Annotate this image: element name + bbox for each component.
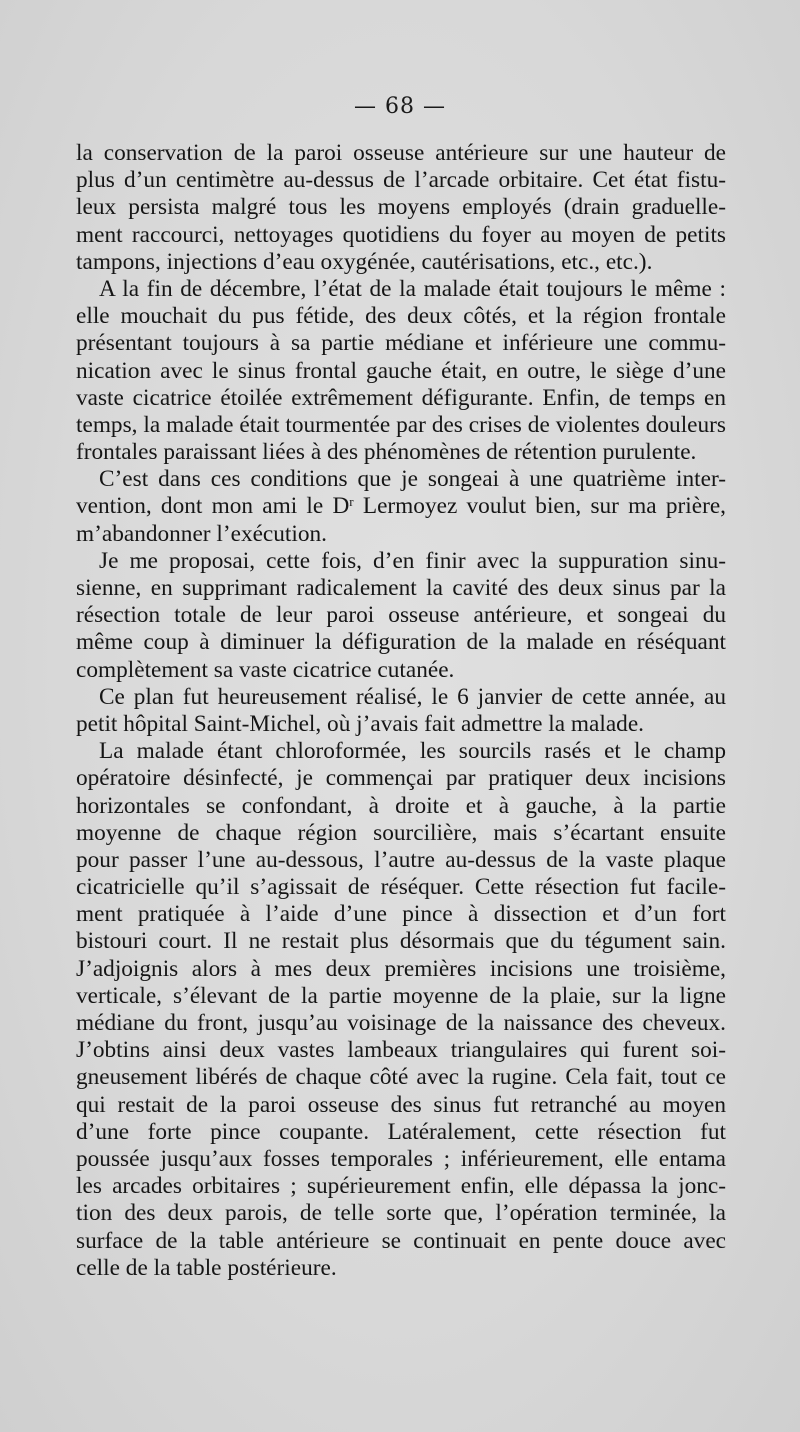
text-line: C’est dans ces conditions que je songeai à une quatrième inter- — [99, 466, 726, 493]
text-line: vaste cicatrice étoilée extrêmement défigurante. Enfin, de temps en — [76, 384, 726, 411]
text-line: médiane du front, jusqu’au voisinage de la naissance des cheveux. — [76, 1010, 726, 1036]
text-line: cicatricielle qu’il s’agissait de réséquer. Cette résection fut facile- — [76, 874, 726, 901]
page-number: — 68 — — [354, 94, 446, 119]
text-line: surface de la table antérieure se continuait en pente douce avec — [76, 1227, 726, 1254]
text-line: nication avec le sinus frontal gauche était, en outre, le siège d’une — [76, 357, 726, 384]
text-line: tampons, injections d’eau oxygénée, cautérisations, etc., etc.). — [76, 248, 653, 275]
text-line: présentant toujours à sa partie médiane et inférieure une commu- — [76, 330, 726, 357]
text-line: verticale, s’élevant de la partie moyenne de la plaie, sur la ligne — [76, 982, 726, 1009]
text-line: moyenne de chaque région sourcilière, mais s’écartant ensuite — [76, 819, 726, 846]
text-line: horizontales se confondant, à droite et à gauche, à la partie — [76, 792, 726, 819]
text-line: pour passer l’une au-dessous, l’autre au-dessus de la vaste plaque — [76, 846, 726, 873]
text-line: m’abandonner l’exécution. — [76, 520, 327, 547]
text-line: La malade étant chloroformée, les sourcils rasés et le champ — [99, 738, 726, 765]
text-line: plus d’un centimètre au-dessus de l’arcade orbitaire. Cet état fistu- — [76, 167, 726, 194]
text-line: complètement sa vaste cicatrice cutanée. — [76, 656, 455, 683]
text-line: opératoire désinfecté, je commençai par pratiquer deux incisions — [76, 765, 726, 792]
text-line: Ce plan fut heureusement réalisé, le 6 janvier de cette année, au — [99, 683, 726, 710]
text-line: ment pratiquée à l’aide d’une pince à dissection et d’un fort — [76, 901, 726, 928]
text-line: J’obtins ainsi deux vastes lambeaux triangulaires qui furent soi- — [76, 1037, 726, 1064]
text-line: résection totale de leur paroi osseuse antérieure, et songeai du — [76, 602, 726, 629]
text-line: petit hôpital Saint-Michel, où j’avais fait admettre la malade. — [76, 710, 644, 737]
text-line: frontales paraissant liées à des phénomènes de rétention purulente. — [76, 439, 697, 466]
text-line: tion des deux parois, de telle sorte que, l’opération terminée, la — [76, 1200, 726, 1227]
text-line: ment raccourci, nettoyages quotidiens du foyer au moyen de petits — [76, 221, 726, 248]
text-line: gneusement libérés de chaque côté avec la rugine. Cela fait, tout ce — [76, 1064, 726, 1091]
text-line: celle de la table postérieure. — [76, 1254, 337, 1281]
text-line: leux persista malgré tous les moyens employés (drain graduelle- — [76, 194, 726, 221]
text-fragment: Lermoyez voulut bien, sur ma prière, — [353, 493, 727, 520]
text-line — [76, 493, 726, 520]
text-line: sienne, en supprimant radicalement la cavité des deux sinus par la — [76, 575, 726, 601]
text-line: même coup à diminuer la défiguration de la malade en réséquant — [76, 629, 726, 656]
text-line: bistouri court. Il ne restait plus désormais que du tégument sain. — [76, 928, 726, 955]
text-line: temps, la malade était tourmentée par des crises de violentes douleurs — [76, 411, 726, 438]
text-line: la conservation de la paroi osseuse antérieure sur une hauteur de — [76, 140, 726, 166]
text-line: qui restait de la paroi osseuse des sinus fut retranché au moyen — [76, 1091, 726, 1118]
text-line: d’une forte pince coupante. Latéralement, cette résection fut — [76, 1118, 726, 1145]
body-text — [76, 140, 726, 1282]
superscript: r — [349, 494, 354, 510]
text-line: elle mouchait du pus fétide, des deux côtés, et la région frontale — [76, 303, 726, 330]
text-line: A la fin de décembre, l’état de la malade était toujours le même : — [99, 275, 726, 302]
text-line: J’adjoignis alors à mes deux premières incisions une troisième, — [76, 955, 726, 982]
text-line: Je me proposai, cette fois, d’en finir avec la suppuration sinu- — [99, 547, 726, 574]
text-line: poussée jusqu’aux fosses temporales ; inférieurement, elle entama — [76, 1145, 726, 1172]
text-line: les arcades orbitaires ; supérieurement enfin, elle dépassa la jonc- — [76, 1173, 726, 1200]
text-fragment: vention, dont mon ami le D — [76, 493, 350, 520]
